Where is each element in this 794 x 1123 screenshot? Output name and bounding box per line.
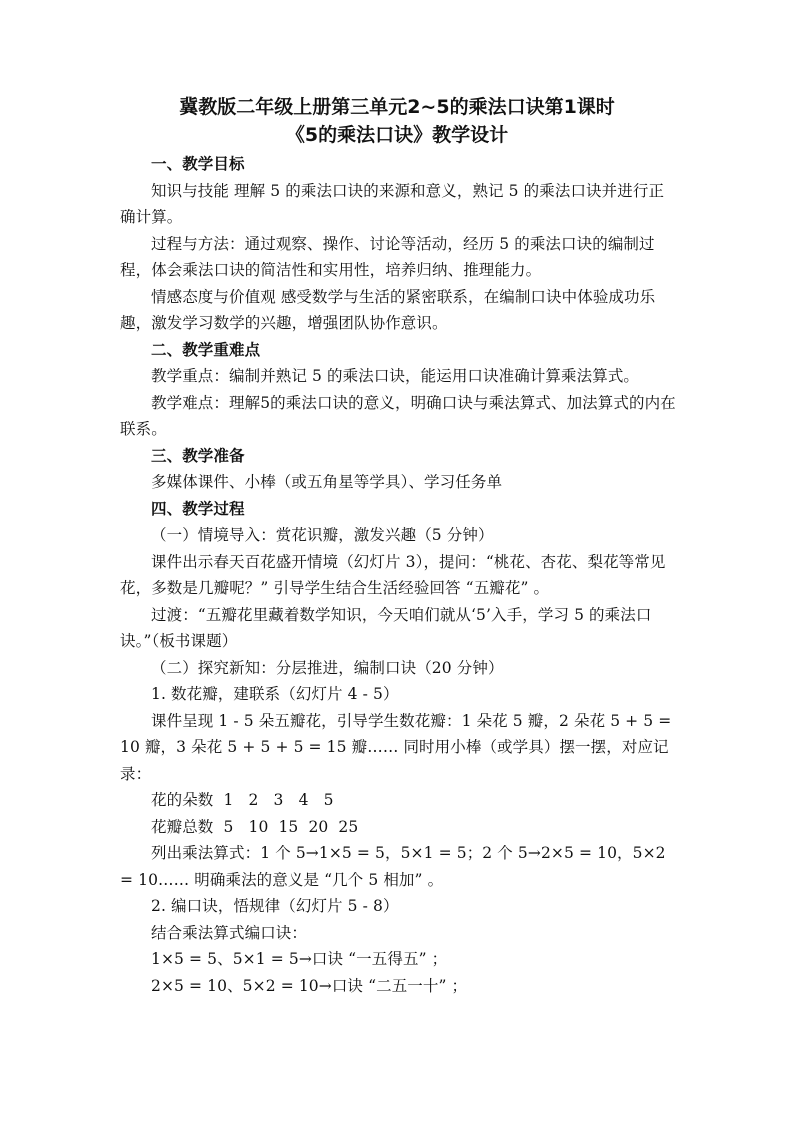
paragraph-attitude-values: 情感态度与价值观 感受数学与生活的紧密联系，在编制口诀中体验成功乐趣，激发学习数学的兴趣，增强团队协作意识。 — [120, 287, 656, 332]
document-title-line-1: 冀教版二年级上册第三单元2~5的乘法口诀第1课时 — [179, 96, 615, 118]
document-title-line-2: 《5的乘法口诀》教学设计 — [285, 124, 509, 146]
section-heading-preparation: 三、教学准备 — [151, 446, 245, 465]
section-heading-objectives: 一、教学目标 — [151, 155, 245, 173]
paragraph-difficulty: 教学难点：理解5的乘法口诀的意义，明确口诀与乘法算式、加法算式的内在联系。 — [120, 393, 676, 438]
section-heading-process: 四、教学过程 — [151, 499, 245, 518]
paragraph-key-point: 教学重点：编制并熟记 5 的乘法口诀，能运用口诀准确计算乘法算式。 — [151, 367, 640, 385]
paragraph-knowledge-skills: 知识与技能 理解 5 的乘法口诀的来源和意义，熟记 5 的乘法口诀并进行正确计算。 — [120, 181, 665, 226]
paragraph-count-petals: 课件呈现 1 - 5 朵五瓣花，引导学生数花瓣：1 朵花 5 瓣，2 朵花 5 + 5 = 10 瓣，3 朵花 5 + 5 + 5 = 15 瓣…… 同时用小棒（或学具）摆一摆，对应记录： — [120, 711, 672, 783]
paragraph-materials: 多媒体课件、小棒（或五角星等学具）、学习任务单 — [151, 473, 503, 491]
record-row-flowers: 花的朵数 1 2 3 4 5 — [151, 791, 334, 809]
subheading-new-knowledge: （二）探究新知：分层推进，编制口诀（20 分钟） — [151, 658, 504, 677]
section-heading-key-points: 二、教学重难点 — [151, 340, 261, 359]
document-body — [120, 151, 676, 999]
list-item-make-rhymes: 2. 编口诀，悟规律（幻灯片 5 - 8） — [151, 897, 399, 915]
paragraph-introduction: 课件出示春天百花盛开情境（幻灯片 3），提问：“桃花、杏花、梨花等常见花，多数是几瓣呢？” 引导学生结合生活经验回答 “五瓣花” 。 — [120, 552, 666, 597]
formula-rhyme-1: 1×5 = 5、5×1 = 5→口诀 “一五得五” ； — [151, 950, 448, 968]
paragraph-make-rhymes: 结合乘法算式编口诀： — [151, 923, 308, 942]
record-row-petals: 花瓣总数 5 10 15 20 25 — [151, 817, 359, 836]
paragraph-process-method: 过程与方法：通过观察、操作、讨论等活动，经历 5 的乘法口诀的编制过程，体会乘法口诀的简洁性和实用性，培养归纳、推理能力。 — [120, 234, 655, 279]
subheading-introduction: （一）情境导入：赏花识瓣，激发兴趣（5 分钟） — [151, 526, 494, 544]
paragraph-multiplication: 列出乘法算式：1 个 5→1×5 = 5，5×1 = 5；2 个 5→2×5 = 10，5×2 = 10…… 明确乘法的意义是 “几个 5 相加” 。 — [120, 844, 666, 889]
list-item-count-petals: 1. 数花瓣，建联系（幻灯片 4 - 5） — [151, 685, 399, 703]
formula-rhyme-2: 2×5 = 10、5×2 = 10→口诀 “二五一十” ； — [151, 976, 468, 995]
paragraph-transition: 过渡：“五瓣花里藏着数学知识，今天咱们就从‘5’入手，学习 5 的乘法口诀。”（板书课题） — [120, 605, 652, 650]
